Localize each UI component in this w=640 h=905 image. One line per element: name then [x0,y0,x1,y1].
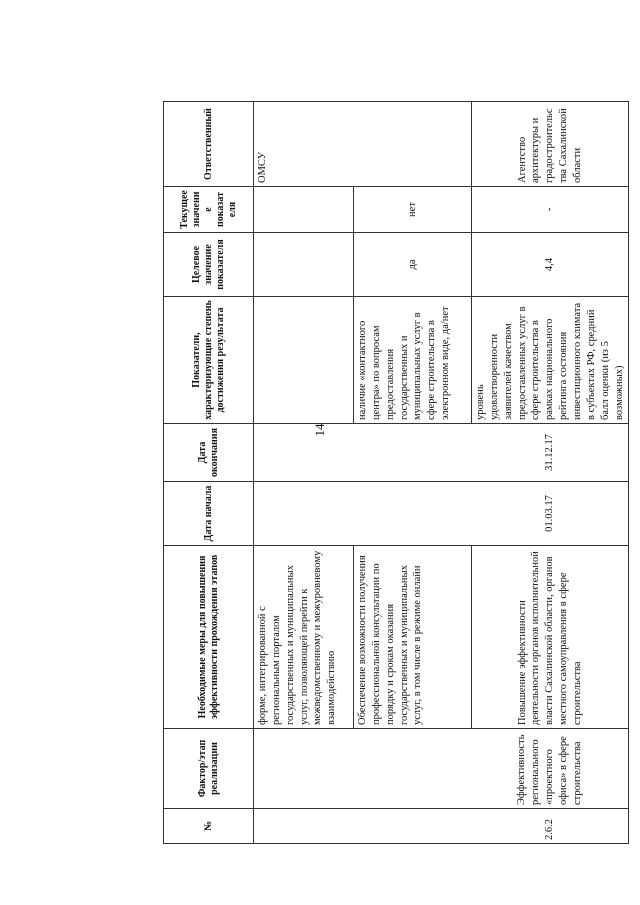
header-target: Целевое значение показателя [164,233,254,297]
cell-target: 4,4 [472,233,629,297]
cell-start: 01.03.17 [472,482,629,546]
cell-indicator [254,297,354,424]
header-end: Дата окончания [164,424,254,482]
cell-target: да [354,233,472,297]
rotated-page-content [163,102,625,844]
table-row [472,102,629,844]
cell-measures: Повышение эффективности деятельности органов исполнительной власти Сахалинской области, органов местного самоуправления в сфере строительства [472,546,629,729]
header-num: № [164,809,254,844]
measures-table [163,101,629,844]
cell-current: нет [354,187,472,233]
cell-indicator: наличие «контактного центра» по вопросам предоставления государственных и муниципальных услуг в сфере строительства в электронном виде, да/нет [354,297,472,424]
cell-responsible: ОМСУ [254,102,472,187]
header-indicator: Показатели, характеризующие степень достижения результата [164,297,254,424]
cell-start [254,482,354,546]
header-current: Текущее значение показателя [164,187,254,233]
cell-current: - [472,187,629,233]
cell-factor: Эффективность регионального «проектного офиса» в сфере строительства [472,729,629,809]
cell-num [254,809,354,844]
header-responsible: Ответственный [164,102,254,187]
cell-current [254,187,354,233]
cell-measures: форме, интегрированной с региональным порталом государственных и муниципальных услуг, позволяющей перейти к межведомственному и межуровневому взаимодействию [254,546,354,729]
cell-start [354,482,472,546]
table-row [254,102,354,844]
cell-num [354,809,472,844]
cell-factor [254,729,354,809]
cell-end [354,424,472,482]
cell-end: 31.12.17 [472,424,629,482]
header-start: Дата начала [164,482,254,546]
header-measures: Необходимые меры для повышения эффективности прохождения этапов [164,546,254,729]
table-row [354,102,472,844]
header-row [164,102,254,844]
cell-end [254,424,354,482]
cell-responsible: Агентство архитектуры и градостроительства Сахалинской области [472,102,629,187]
cell-indicator: уровень удовлетворенности заявителей качеством предоставленных услуг в сфере строительства в рамках национального рейтинга состояния инвестиционного климата в субъектах РФ, средний балл оценки (из 5 возможных) [472,297,629,424]
cell-measures: Обеспечение возможности получения профессиональной консультации по порядку и срокам оказания государственных и муниципальных услуг, в том числе в режиме онлайн [354,546,472,729]
header-factor: Фактор/этап реализации [164,729,254,809]
cell-factor [354,729,472,809]
cell-target [254,233,354,297]
cell-num: 2.6.2 [472,809,629,844]
page-number: 14 [312,423,327,437]
